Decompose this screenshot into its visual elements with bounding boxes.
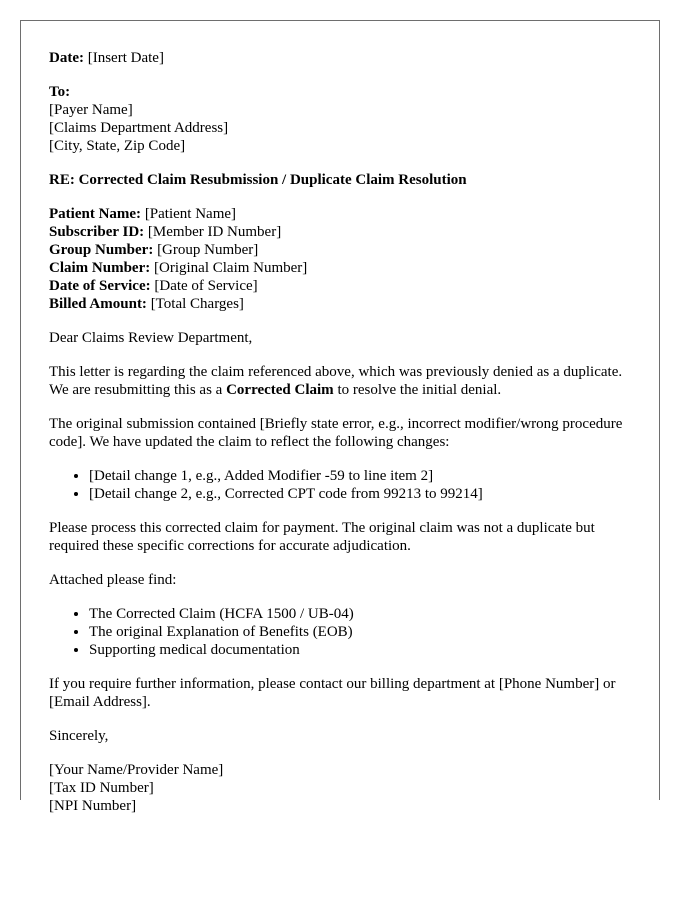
claim-details bbox=[49, 205, 639, 313]
claim-detail-row bbox=[49, 223, 639, 241]
letter-content bbox=[49, 49, 639, 831]
signature-npi: [NPI Number] bbox=[49, 798, 137, 814]
contact-paragraph: If you require further information, please contact our billing department at [Phone Number] or [Email Address]. bbox=[49, 676, 616, 710]
date-value: [Insert Date] bbox=[83, 50, 164, 66]
claim-detail-value: [Group Number] bbox=[153, 242, 259, 258]
claim-detail-value: [Patient Name] bbox=[141, 206, 237, 222]
date-label: Date: bbox=[49, 50, 84, 66]
letter-page bbox=[20, 20, 660, 814]
claim-detail-label: Billed Amount: bbox=[49, 296, 147, 312]
list-item: • Supporting medical documentation bbox=[89, 641, 639, 659]
process-request-paragraph: Please process this corrected claim for payment. The original claim was not a duplicate but required these specific corrections for accurate adjudication. bbox=[49, 520, 595, 554]
intro-paragraph bbox=[49, 363, 639, 399]
claim-detail-label: Patient Name: bbox=[49, 206, 142, 222]
attachments-intro: Attached please find: bbox=[49, 572, 177, 588]
changes-list bbox=[49, 467, 639, 503]
claim-detail-label: Claim Number: bbox=[49, 260, 151, 276]
list-item: • [Detail change 2, e.g., Corrected CPT code from 99213 to 99214] bbox=[89, 485, 639, 503]
claim-detail-value: [Member ID Number] bbox=[144, 224, 282, 240]
list-item: • [Detail change 1, e.g., Added Modifier -59 to line item 2] bbox=[89, 467, 639, 485]
closing: Sincerely, bbox=[49, 728, 109, 744]
intro-text-end: to resolve the initial denial. bbox=[333, 382, 502, 398]
subject-text: RE: Corrected Claim Resubmission / Duplicate Claim Resolution bbox=[49, 172, 467, 188]
claim-detail-label: Date of Service: bbox=[49, 278, 151, 294]
signature-tax-id: [Tax ID Number] bbox=[49, 780, 154, 796]
claim-detail-value: [Original Claim Number] bbox=[150, 260, 308, 276]
list-item: • The original Explanation of Benefits (EOB) bbox=[89, 623, 639, 641]
claim-detail-label: Group Number: bbox=[49, 242, 154, 258]
claim-detail-value: [Date of Service] bbox=[150, 278, 258, 294]
to-label: To: bbox=[49, 84, 71, 100]
claims-department-address: [Claims Department Address] bbox=[49, 120, 229, 136]
attachments-list bbox=[49, 605, 639, 659]
signature-block bbox=[49, 761, 639, 815]
list-item: • The Corrected Claim (HCFA 1500 / UB-04) bbox=[89, 605, 639, 623]
intro-text: This letter is regarding the claim referenced above, which was previously denied as a duplicate. We are resubmitting this as a bbox=[49, 364, 623, 398]
recipient-block bbox=[49, 83, 639, 155]
claim-detail-row bbox=[49, 259, 639, 277]
city-state-zip: [City, State, Zip Code] bbox=[49, 138, 186, 154]
subject-line bbox=[49, 171, 639, 189]
date-line bbox=[49, 49, 639, 67]
claim-detail-row bbox=[49, 205, 639, 223]
original-submission-paragraph: The original submission contained [Briefly state error, e.g., incorrect modifier/wrong procedure code]. We have updated the claim to reflect the following changes: bbox=[49, 416, 623, 450]
claim-detail-label: Subscriber ID: bbox=[49, 224, 145, 240]
payer-name: [Payer Name] bbox=[49, 102, 133, 118]
corrected-claim-emphasis: Corrected Claim bbox=[226, 382, 334, 398]
claim-detail-row bbox=[49, 241, 639, 259]
salutation: Dear Claims Review Department, bbox=[49, 330, 253, 346]
claim-detail-row bbox=[49, 277, 639, 295]
signature-name: [Your Name/Provider Name] bbox=[49, 762, 224, 778]
claim-detail-value: [Total Charges] bbox=[146, 296, 244, 312]
claim-detail-row bbox=[49, 295, 639, 313]
